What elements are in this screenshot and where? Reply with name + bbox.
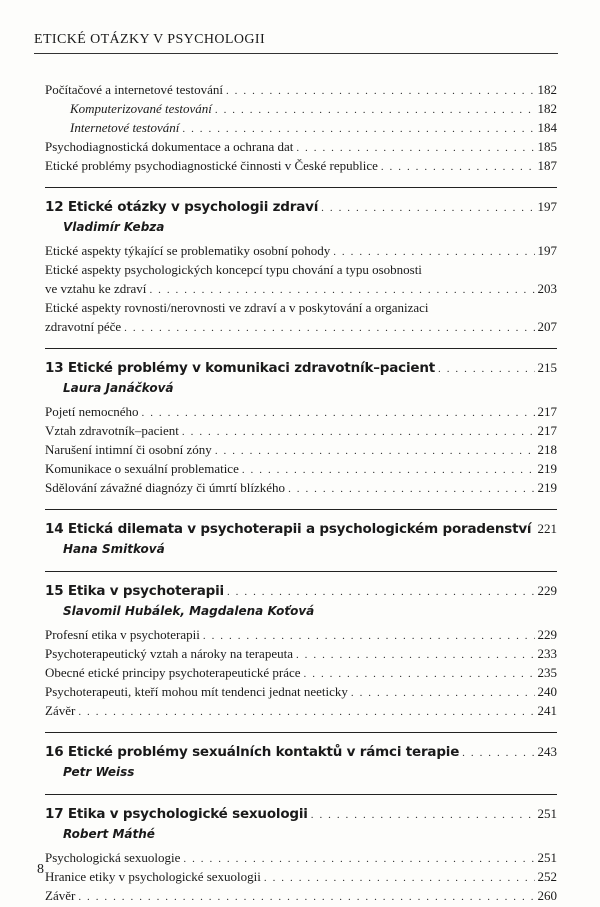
toc-entry-page: 240: [538, 682, 558, 701]
toc-entry-title: Vztah zdravotník–pacient: [45, 421, 179, 440]
dot-leader: [215, 101, 535, 120]
chapters: [45, 187, 557, 905]
toc-entry-page: 197: [538, 241, 558, 260]
chapter-title: 13 Etické problémy v komunikaci zdravotník–pacient: [45, 358, 435, 379]
toc-entry[interactable]: [45, 459, 557, 478]
toc-entry-page: 252: [538, 867, 558, 886]
toc-entry-page: 233: [538, 644, 558, 663]
toc-entry-page: 260: [538, 886, 558, 905]
chapter-heading[interactable]: [45, 580, 557, 601]
toc-entry-page: 251: [538, 848, 558, 867]
toc-entry-page: 217: [538, 402, 558, 421]
toc-entry-title: Psychodiagnostická dokumentace a ochrana dat: [45, 137, 293, 156]
table-of-contents: [45, 80, 557, 905]
toc-entry[interactable]: [45, 478, 557, 497]
toc-entry-page: 203: [538, 279, 558, 298]
toc-entry-title: Psychologická sexuologie: [45, 848, 180, 867]
toc-entry[interactable]: [45, 701, 557, 720]
toc-entry-page: 187: [538, 156, 558, 175]
toc-entry-page: 182: [538, 80, 558, 99]
dot-leader: [78, 888, 534, 907]
dot-leader: [321, 198, 534, 219]
toc-entry[interactable]: [45, 118, 557, 137]
toc-entry-title: Pojetí nemocného: [45, 402, 139, 421]
dot-leader: [288, 480, 534, 499]
chapter-page: 251: [538, 803, 558, 824]
toc-entry-title: Psychoterapeutický vztah a nároky na terapeuta: [45, 644, 293, 663]
toc-entry-page: 217: [538, 421, 558, 440]
chapter-author: Petr Weiss: [45, 762, 557, 782]
toc-entry[interactable]: [45, 663, 557, 682]
dot-leader: [381, 158, 535, 177]
toc-entry-title: Komputerizované testování: [45, 99, 212, 118]
chapter-heading[interactable]: [45, 741, 557, 762]
chapter-block: [45, 571, 557, 720]
toc-entry-page: 182: [538, 99, 558, 118]
chapter-heading[interactable]: [45, 196, 557, 217]
toc-entry-page: 229: [538, 625, 558, 644]
toc-entry[interactable]: [45, 682, 557, 701]
chapter-block: [45, 348, 557, 497]
toc-entry[interactable]: [45, 867, 557, 886]
dot-leader: [311, 805, 535, 826]
toc-entry-title: Závěr: [45, 886, 75, 905]
dot-leader: [124, 319, 534, 338]
toc-entry[interactable]: [45, 421, 557, 440]
chapter-author: Vladimír Kebza: [45, 217, 557, 237]
header-rule: [34, 53, 558, 54]
toc-entry-title: ve vztahu ke zdraví: [45, 279, 146, 298]
toc-entry-page: 184: [538, 118, 558, 137]
chapter-heading[interactable]: [45, 357, 557, 378]
chapter-block: [45, 509, 557, 559]
toc-entry-title: Hranice etiky v psychologické sexuologii: [45, 867, 261, 886]
toc-entry-line1: Etické aspekty rovnosti/nerovnosti ve zdraví a v poskytování a organizaci: [45, 298, 557, 317]
toc-entry-page: 235: [538, 663, 558, 682]
toc-entry[interactable]: [45, 99, 557, 118]
toc-entry[interactable]: [45, 402, 557, 421]
toc-entry-title: Narušení intimní či osobní zóny: [45, 440, 212, 459]
chapter-title: 14 Etická dilemata v psychoterapii a psychologickém poradenství: [45, 519, 531, 540]
chapter-author: Hana Smitková: [45, 539, 557, 559]
chapter-page: 221: [538, 518, 558, 539]
toc-entry-title: Profesní etika v psychoterapii: [45, 625, 200, 644]
toc-entry-page: 185: [538, 137, 558, 156]
page-number: 8: [37, 862, 44, 878]
chapter-title: 17 Etika v psychologické sexuologii: [45, 804, 308, 825]
toc-entry-page: 207: [538, 317, 558, 336]
chapter-page: 243: [538, 741, 558, 762]
chapter-page: 215: [538, 357, 558, 378]
toc-entry-title: Etické aspekty týkající se problematiky osobní pohody: [45, 241, 330, 260]
dot-leader: [142, 404, 535, 423]
toc-entry[interactable]: [45, 241, 557, 260]
chapter-author: Slavomil Hubálek, Magdalena Koťová: [45, 601, 557, 621]
chapter-heading[interactable]: [45, 518, 557, 539]
toc-entry[interactable]: [45, 279, 557, 298]
toc-entry-title: Komunikace o sexuální problematice: [45, 459, 239, 478]
toc-entry-title: Internetové testování: [45, 118, 179, 137]
toc-entry[interactable]: [45, 644, 557, 663]
dot-leader: [264, 869, 535, 888]
dot-leader: [438, 359, 534, 380]
toc-entry-title: Obecné etické principy psychoterapeutické práce: [45, 663, 301, 682]
chapter-page: 197: [538, 196, 558, 217]
dot-leader: [226, 82, 535, 101]
pre-entries: [45, 80, 557, 175]
dot-leader: [215, 442, 535, 461]
toc-entry-page: 218: [538, 440, 558, 459]
dot-leader: [462, 743, 534, 764]
toc-entry-line1: Etické aspekty psychologických koncepcí typu chování a typu osobnosti: [45, 260, 557, 279]
dot-leader: [182, 423, 535, 442]
chapter-block: [45, 794, 557, 905]
chapter-title: 15 Etika v psychoterapii: [45, 581, 224, 602]
toc-entry[interactable]: [45, 440, 557, 459]
toc-entry[interactable]: [45, 625, 557, 644]
toc-entry-title: Psychoterapeuti, kteří mohou mít tendenci jednat neeticky: [45, 682, 348, 701]
chapter-block: [45, 187, 557, 336]
toc-entry-title: zdravotní péče: [45, 317, 121, 336]
toc-entry[interactable]: [45, 848, 557, 867]
toc-entry-title: Počítačové a internetové testování: [45, 80, 223, 99]
dot-leader: [242, 461, 535, 480]
running-head: ETICKÉ OTÁZKY V PSYCHOLOGII: [34, 32, 265, 48]
dot-leader: [296, 646, 535, 665]
chapter-title: 12 Etické otázky v psychologii zdraví: [45, 197, 318, 218]
chapter-heading[interactable]: [45, 803, 557, 824]
toc-entry[interactable]: [45, 137, 557, 156]
toc-entry-page: 219: [538, 459, 558, 478]
toc-entry-title: Etické problémy psychodiagnostické činnosti v České republice: [45, 156, 378, 175]
toc-entry[interactable]: [45, 317, 557, 336]
dot-leader: [227, 582, 535, 603]
dot-leader: [78, 703, 534, 722]
toc-entry-title: Sdělování závažné diagnózy či úmrtí blízkého: [45, 478, 285, 497]
chapter-page: 229: [538, 580, 558, 601]
toc-entry[interactable]: [45, 80, 557, 99]
chapter-author: Laura Janáčková: [45, 378, 557, 398]
dot-leader: [351, 684, 535, 703]
chapter-title: 16 Etické problémy sexuálních kontaktů v rámci terapie: [45, 742, 459, 763]
toc-entry[interactable]: [45, 156, 557, 175]
toc-entry-title: Závěr: [45, 701, 75, 720]
chapter-author: Robert Máthé: [45, 824, 557, 844]
toc-entry-page: 219: [538, 478, 558, 497]
toc-entry-page: 241: [538, 701, 558, 720]
chapter-block: [45, 732, 557, 782]
